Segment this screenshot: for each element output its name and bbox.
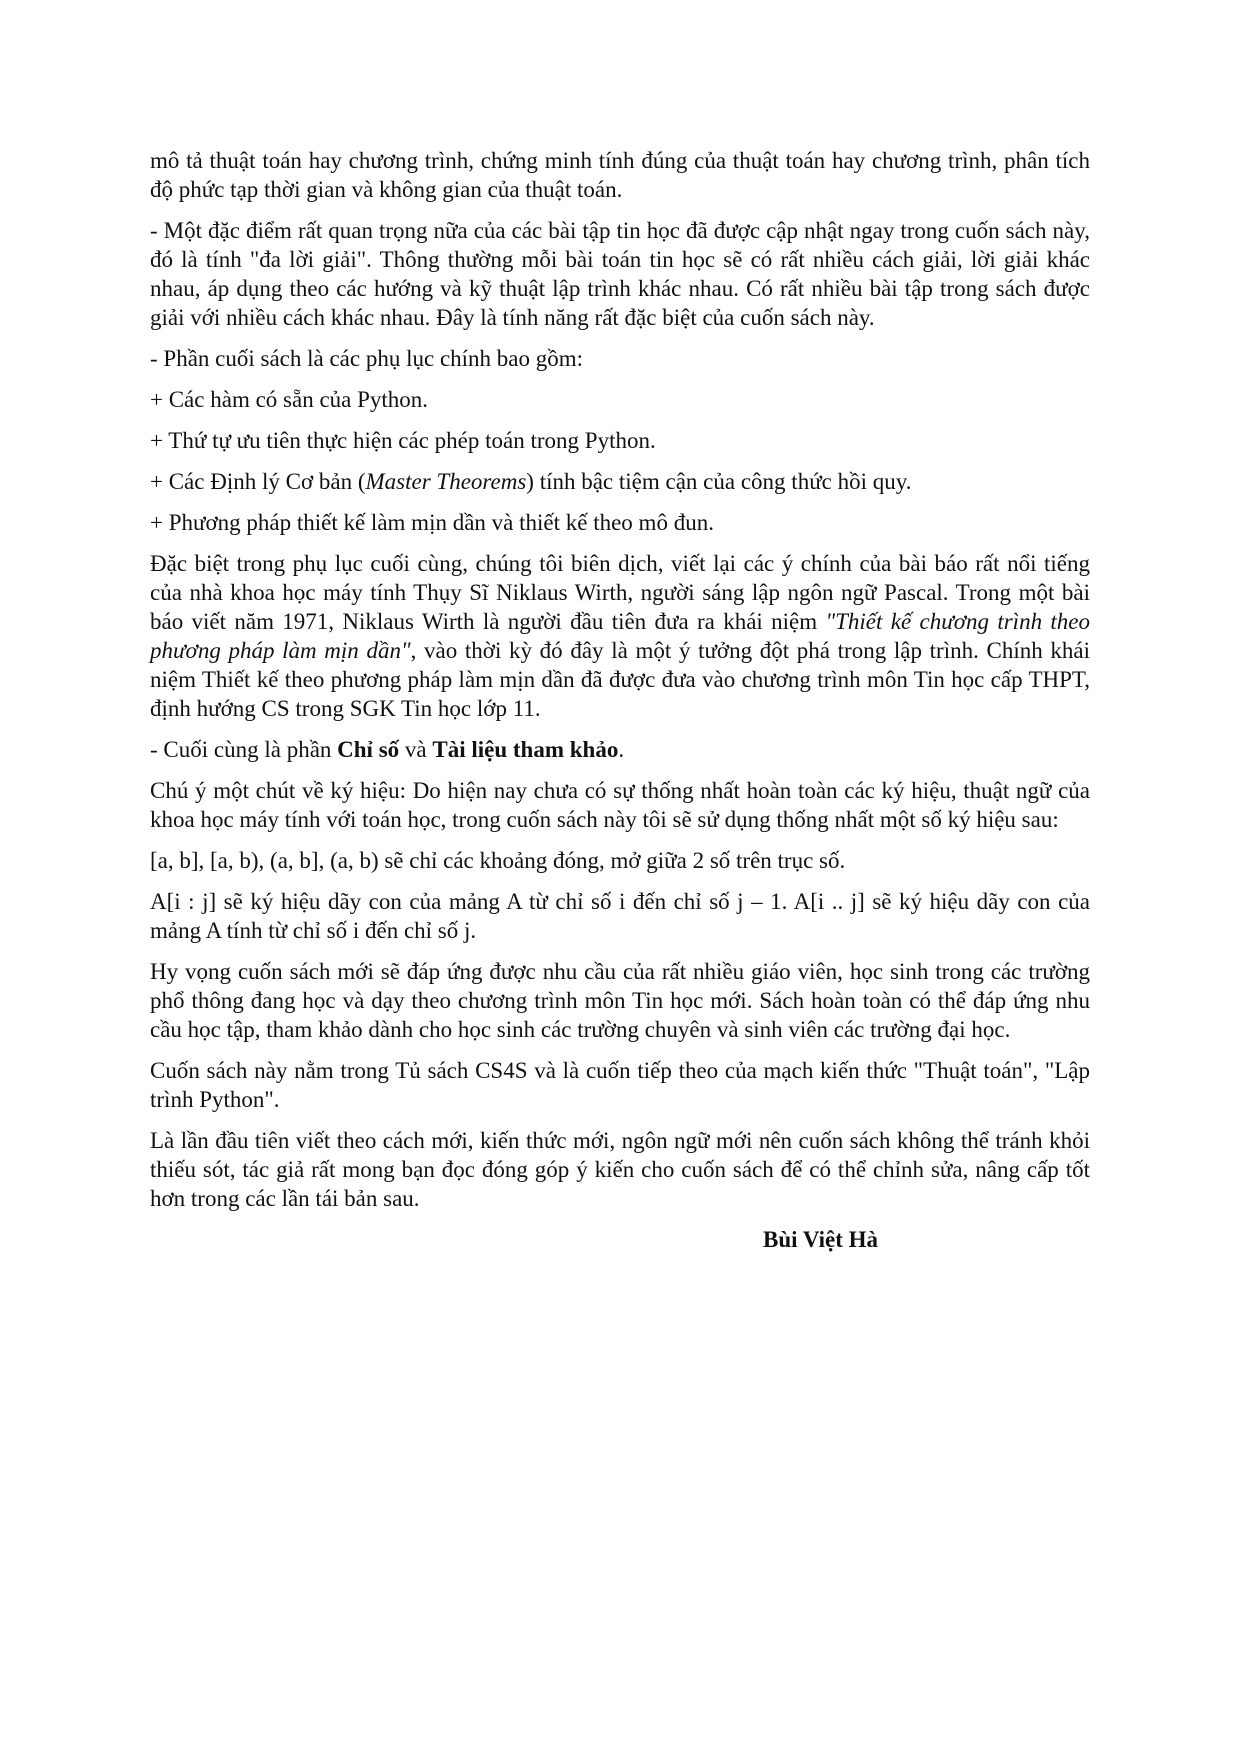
- paragraph-notation-note: Chú ý một chút về ký hiệu: Do hiện nay chưa có sự thống nhất hoàn toàn các ký hiệu, thuật ngữ của khoa học máy tính với toán học, trong cuốn sách này tôi sẽ sử dụng thống nhất một số ký hiệu sau:: [150, 778, 1090, 832]
- italic-quote: "Thiết kế chương trình theo phương pháp làm mịn dần": [150, 609, 1090, 663]
- paragraph-intro-continuation: mô tả thuật toán hay chương trình, chứng minh tính đúng của thuật toán hay chương trình, phân tích độ phức tạp thời gian và không gian của thuật toán.: [150, 148, 1090, 202]
- paragraph-interval-notation: [a, b], [a, b), (a, b], (a, b) sẽ chỉ các khoảng đóng, mở giữa 2 số trên trục số.: [150, 848, 846, 873]
- paragraph-appendix-intro: - Phần cuối sách là các phụ lục chính bao gồm:: [150, 346, 584, 371]
- text-run: + Các Định lý Cơ bản (: [150, 469, 366, 494]
- author-signature: Bùi Việt Hà: [762, 1227, 878, 1252]
- paragraph-book-series: Cuốn sách này nằm trong Tủ sách CS4S và là cuốn tiếp theo của mạch kiến thức "Thuật toán", "Lập trình Python".: [150, 1058, 1090, 1112]
- text-run: , vào thời kỳ đó đây là một ý tưởng đột phá trong lập trình. Chính khái niệm Thiết kế theo phương pháp làm mịn dần đã được đưa vào chương trình môn Tin học cấp THPT, định hướng CS trong SGK Tin học lớp 11.: [150, 638, 1090, 721]
- paragraph-wirth: [150, 549, 1090, 723]
- list-item-builtin-functions: + Các hàm có sẵn của Python.: [150, 387, 429, 412]
- paragraph-slice-notation: A[i : j] sẽ ký hiệu dãy con của mảng A từ chỉ số i đến chỉ số j – 1. A[i .. j] sẽ ký hiệu dãy con của mảng A tính từ chỉ số i đến chỉ số j.: [150, 889, 1090, 943]
- list-item-operator-precedence: + Thứ tự ưu tiên thực hiện các phép toán trong Python.: [150, 428, 656, 453]
- text-run: và: [399, 737, 433, 762]
- list-item-stepwise-refinement: + Phương pháp thiết kế làm mịn dần và thiết kế theo mô đun.: [150, 510, 714, 535]
- bold-term-references: Tài liệu tham khảo: [432, 737, 619, 762]
- paragraph-closing: Là lần đầu tiên viết theo cách mới, kiến thức mới, ngôn ngữ mới nên cuốn sách không thể tránh khỏi thiếu sót, tác giả rất mong bạn đọc đóng góp ý kiến cho cuốn sách để có thể chỉnh sửa, nâng cấp tốt hơn trong các lần tái bản sau.: [150, 1128, 1090, 1211]
- text-run: Đặc biệt trong phụ lục cuối cùng, chúng tôi biên dịch, viết lại các ý chính của bài báo rất nổi tiếng của nhà khoa học máy tính Thụy Sĩ Niklaus Wirth, người sáng lập ngôn ngữ Pascal. Trong một bài báo viết năm 1971, Niklaus Wirth là người đầu tiên đưa ra khái niệm: [150, 551, 1090, 634]
- bold-term-index: Chỉ số: [337, 737, 400, 762]
- text-run: - Cuối cùng là phần: [150, 737, 338, 762]
- paragraph-multiple-solutions: - Một đặc điểm rất quan trọng nữa của các bài tập tin học đã được cập nhật ngay trong cuốn sách này, đó là tính "đa lời giải". Thông thường mỗi bài toán tin học sẽ có rất nhiều cách giải, lời giải khác nhau, áp dụng theo các hướng và kỹ thuật lập trình khác nhau. Có rất nhiều bài tập trong sách được giải với nhiều cách khác nhau. Đây là tính năng rất đặc biệt của cuốn sách này.: [150, 218, 1090, 330]
- text-run: ) tính bậc tiệm cận của công thức hồi quy.: [526, 469, 912, 494]
- italic-term: Master Theorems: [365, 469, 527, 494]
- document-page: [150, 146, 1090, 1266]
- text-run: .: [618, 737, 625, 762]
- paragraph-index-references: [150, 735, 1090, 764]
- paragraph-hope: Hy vọng cuốn sách mới sẽ đáp ứng được nhu cầu của rất nhiều giáo viên, học sinh trong các trường phổ thông đang học và dạy theo chương trình môn Tin học mới. Sách hoàn toàn có thể đáp ứng nhu cầu học tập, tham khảo dành cho học sinh các trường chuyên và sinh viên các trường đại học.: [150, 959, 1090, 1042]
- list-item-master-theorems: [150, 467, 1090, 496]
